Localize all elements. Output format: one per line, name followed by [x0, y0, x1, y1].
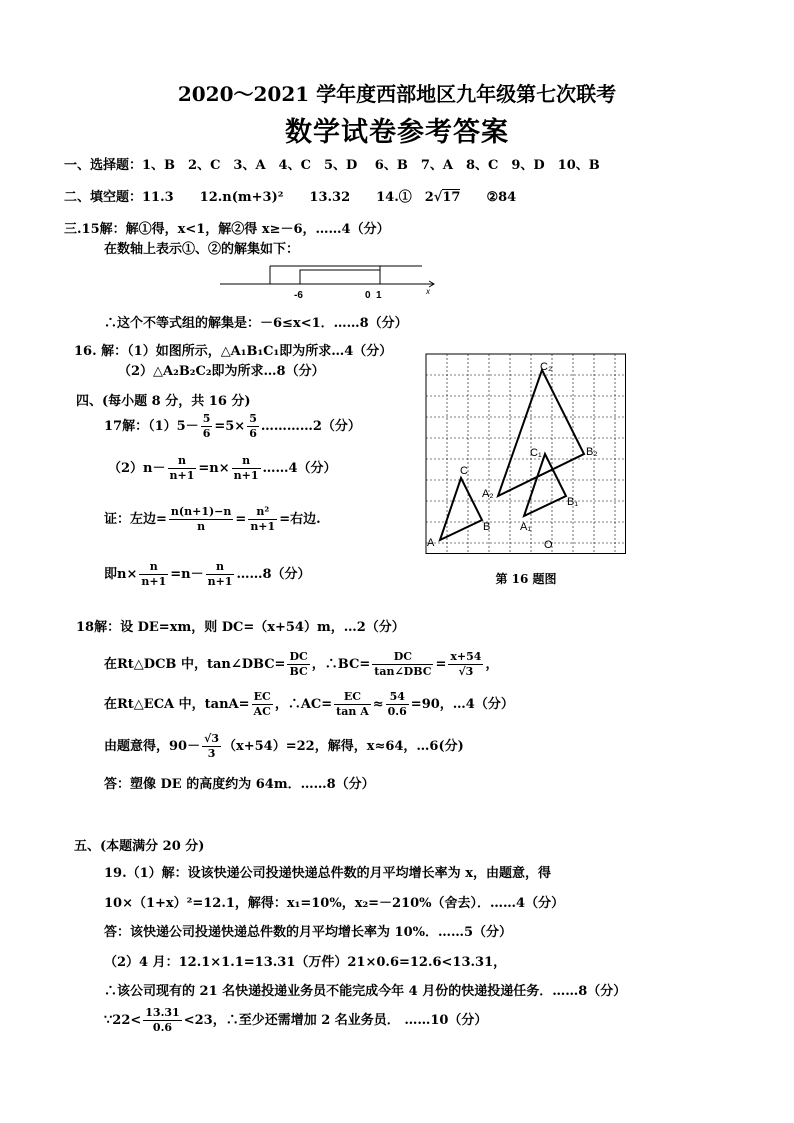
number-line [220, 262, 450, 304]
q19-l6-pre: ∵22< [104, 1013, 142, 1028]
den: 0.6 [387, 705, 407, 718]
label-b1: B₁ [567, 496, 579, 508]
q15-line3: ∴这个不等式组的解集是：－6≤x<1．……8（分） [104, 316, 408, 331]
label-a1: A₁ [520, 521, 532, 533]
q17-line4 [104, 560, 311, 589]
fraction-54-06 [386, 690, 409, 719]
den: n+1 [233, 469, 259, 482]
fraction-n-n1 [168, 454, 197, 483]
num: 54 [386, 690, 409, 705]
num: DC [372, 650, 433, 665]
section-1-choice: 一、选择题：1、B 2、C 3、A 4、C 5、D 6、B 7、A 8、C 9、D 10、B [64, 158, 600, 173]
num: x+54 [450, 650, 482, 663]
q18-line5: 答：塑像 DE 的高度约为 64m．……8（分） [104, 777, 375, 792]
q16-line1: 16. 解：（1）如图所示，△A₁B₁C₁即为所求…4（分） [74, 344, 393, 359]
q18-l3-pre: 在Rt△ECA 中，tanA= [104, 697, 250, 712]
num: DC [289, 650, 308, 663]
fraction-sqrt3-3 [202, 732, 221, 761]
label-o: O [544, 539, 553, 551]
num: 5 [249, 412, 257, 425]
q18-line4 [104, 732, 464, 761]
fraction-n-n1d [206, 560, 235, 589]
den: n+1 [141, 575, 167, 588]
fraction-n-n1b [232, 454, 261, 483]
q17-l4-post: ……8（分） [236, 567, 311, 582]
q16-grid-figure [424, 352, 628, 562]
q18-l2-pre: 在Rt△DCB 中，tan∠DBC= [104, 657, 286, 672]
q17-line2 [108, 454, 337, 483]
tick-neg6: -6 [294, 290, 303, 301]
q17-l4-pre: 即n× [104, 567, 138, 582]
q19-line4: （2）4 月：12.1×1.1=13.31（万件）21×0.6=12.6<13.31， [104, 955, 507, 970]
fill-prefix: 二、填空题：11.3 12.n(m+3)² 13.32 14.① 2 [64, 190, 434, 205]
den: n+1 [207, 575, 233, 588]
exam-title: 2020～2021 学年度西部地区九年级第七次联考 [177, 82, 617, 106]
q17-line1 [104, 412, 361, 441]
fraction-proof2 [248, 505, 277, 534]
eq: = [235, 512, 247, 527]
q17-l4-mid: =n－ [170, 567, 204, 582]
num: n [168, 454, 197, 469]
den: 6 [202, 427, 211, 440]
label-c2: C₂ [540, 361, 553, 373]
answer-key-title: 数学试卷参考答案 [285, 117, 509, 148]
den: BC [289, 665, 308, 678]
q18-line3 [104, 690, 514, 719]
q19-line6 [104, 1006, 487, 1035]
q15-line1: 三.15解：解①得，x<1，解②得 x≥－6，……4（分） [64, 222, 390, 237]
num: n² [248, 505, 277, 520]
q19-line1: 19.（1）解：设该快递公司投递快递总件数的月平均增长率为 x，由题意，得 [104, 866, 551, 881]
q18-line2 [104, 650, 498, 679]
q18-line1: 18解：设 DE=xm，则 DC=（x+54）m，…2（分） [76, 620, 405, 635]
q19-line3: 答：该快递公司投递快递总件数的月平均增长率为 10%．……5（分） [104, 925, 513, 940]
den: 0.6 [152, 1021, 173, 1034]
q18-l2-mid: ，∴BC= [311, 657, 371, 672]
fraction-dc-tan [372, 650, 433, 679]
q19-line2: 10×（1+x）²=12.1，解得：x₁=10%，x₂=－210%（舍去）．……4（分） [104, 896, 565, 911]
sqrt-radicand: 17 [442, 190, 461, 205]
den: n+1 [250, 520, 276, 533]
q17-l1-mid: =5× [214, 419, 246, 434]
den: n [197, 520, 206, 533]
label-c1: C₁ [530, 447, 542, 459]
den: tan∠DBC [374, 665, 432, 678]
fraction-proof1 [169, 505, 234, 534]
q17-l1-post: …………2（分） [260, 419, 361, 434]
den: AC [253, 705, 271, 718]
section-4-header: 四、(每小题 8 分，共 16 分) [76, 394, 251, 409]
fraction-ec-tana [334, 690, 371, 719]
figure-caption: 第 16 题图 [495, 572, 557, 586]
triangle-a2b2c2 [498, 370, 584, 496]
den: 3 [207, 747, 216, 760]
q19-line5: ∴该公司现有的 21 名快递投递业务员不能完成今年 4 月份的快递投递任务．……8（分） [104, 984, 627, 999]
fraction-x54-sqrt3 [448, 650, 483, 679]
num: EC [252, 690, 273, 705]
fraction-dc-bc [287, 650, 309, 679]
q17-l2-pre: （2）n－ [108, 461, 166, 476]
num: n [232, 454, 261, 469]
label-b: B [483, 521, 491, 533]
q17-l2-mid: =n× [198, 461, 230, 476]
q18-l3-post: =90，…4（分） [410, 697, 514, 712]
num: EC [334, 690, 371, 705]
tick-1: 1 [376, 290, 382, 301]
fraction-ec-ac [252, 690, 273, 719]
label-c: C [460, 465, 468, 477]
triangle-a1b1c1 [524, 454, 566, 516]
q15-line2: 在数轴上表示①、②的解集如下： [104, 242, 300, 257]
fraction-1331-06 [143, 1006, 181, 1035]
eq: = [435, 657, 447, 672]
q18-l2-post: ， [485, 657, 499, 672]
fraction-5-6b [247, 412, 259, 441]
fill-suffix: ②84 [486, 190, 517, 205]
num: n [139, 560, 168, 575]
fraction-5-6 [201, 412, 213, 441]
fraction-n-n1c [139, 560, 168, 589]
den: 6 [249, 427, 257, 440]
num: √3 [204, 732, 219, 745]
section-5-header: 五、(本题满分 20 分) [74, 839, 205, 854]
label-a: A [427, 537, 435, 549]
num: 13.31 [145, 1006, 180, 1019]
label-a2: A₂ [482, 488, 494, 500]
label-b2: B₂ [586, 446, 598, 458]
den: n+1 [169, 469, 195, 482]
num: 5 [202, 412, 211, 425]
q17-l3-post: =右边. [279, 512, 321, 527]
q17-line3 [104, 505, 321, 534]
num: n [206, 560, 235, 575]
num: n(n+1)−n [170, 505, 232, 518]
q17-l1-pre: 17解：（1）5－ [104, 419, 199, 434]
den: √3 [458, 665, 474, 678]
sqrt-symbol: √ [433, 190, 443, 205]
q19-l6-post: <23，∴至少还需增加 2 名业务员． ……10（分） [183, 1013, 488, 1028]
q17-l2-post: ……4（分） [262, 461, 337, 476]
q16-line2: （2）△A₂B₂C₂即为所求…8（分） [118, 364, 325, 379]
q18-l3-mid: ，∴AC= [274, 697, 333, 712]
q18-l4-post: （x+54）=22，解得，x≈64，…6(分) [222, 739, 464, 754]
tick-0: 0 [365, 290, 371, 301]
q18-l4-pre: 由题意得，90－ [104, 739, 201, 754]
triangle-abc [440, 478, 482, 540]
approx: ≈ [372, 697, 384, 712]
den: tan A [336, 705, 369, 718]
section-2-fill [64, 186, 516, 205]
q17-l3-pre: 证：左边= [104, 512, 167, 527]
axis-x-label: x [426, 287, 430, 296]
